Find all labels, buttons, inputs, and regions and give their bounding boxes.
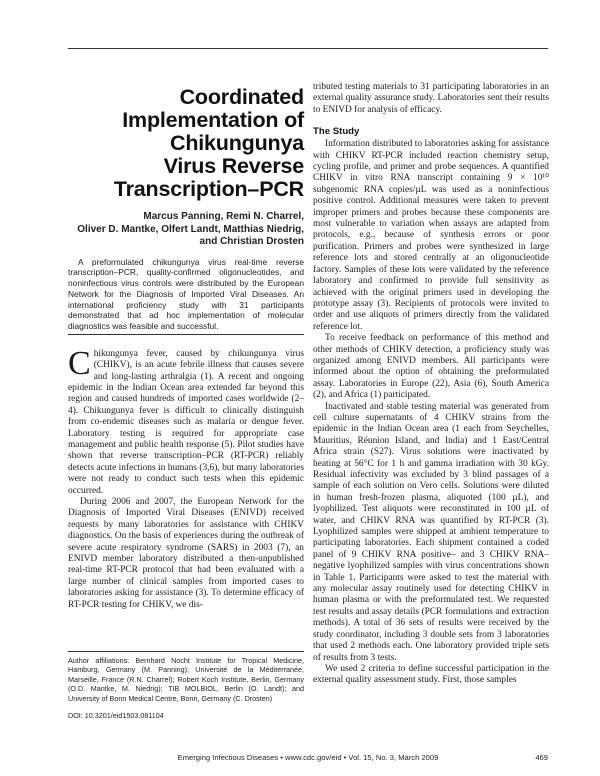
author-affiliations xyxy=(68,651,304,720)
intro-paragraph xyxy=(68,344,304,497)
author-line: Marcus Panning, Remi N. Charrel, xyxy=(143,211,304,222)
title-line: Transcription–PCR xyxy=(113,177,304,201)
body-paragraph: To receive feedback on performance of this method and other methods of CHIKV detection, a proficiency study was organized among ENIVD members. All participants were informed about the option of obtaining the preformulated assay. Laboratories in Europe (22), Asia (6), South America (2), and Africa (1) participated. xyxy=(313,333,549,401)
title-line: Virus Reverse xyxy=(163,154,304,178)
drop-cap: C xyxy=(68,344,91,382)
body-paragraph: We used 2 criteria to define successful participation in the external quality assessment study. First, those samples xyxy=(313,663,549,686)
author-list xyxy=(68,211,304,249)
right-column xyxy=(313,82,549,687)
journal-citation: Emerging Infectious Diseases • www.cdc.gov/eid • Vol. 15, No. 3, March 2009 xyxy=(177,753,439,762)
body-paragraph: Inactivated and stable testing material was generated from cell culture supernatants of 4 CHIKV strains from the epidemic in the Indian Ocean area (1 each from Seychelles, Mauritius, Réunion Island, and India) and 1 East/Central Africa strain (S27). Virus solutions were inactivated by heating at 56°C for 1 h and gamma irradiation with 30 kGy. Residual infectivity was excluded by 3 blind passages of a sample of each solution on Vero cells. Solutions were diluted in human fresh-frozen plasma, aliquoted (100 µL), and lyophilized. Test aliquots were reconstituted in 100 µL of water, and CHIKV RNA was quantified by RT-PCR (3). Lyophilized samples were shipped at ambient temperature to participating laboratories. Each shipment contained a coded panel of 9 CHIKV RNA positive– and 3 CHIKV RNA–negative lyophilized samples with virus concentrations shown in Table 1. Participants were asked to test the material with any molecular assay routinely used for detecting CHIKV in human plasma or with the preformulated test. We requested test results and assay details (PCR formulations and extraction methods). A total of 36 sets of results were received by the study coordinator, including 3 double sets from 3 laboratories that used 2 methods each. One laboratory provided triple sets of results from 3 tests. xyxy=(313,401,549,663)
body-paragraph: During 2006 and 2007, the European Network for the Diagnosis of Imported Viral Diseases (ENIVD) received requests by many laboratories for assistance with CHIKV diagnostics. On the basis of experiences during the outbreak of severe acute respiratory syndrome (SARS) in 2003 (7), an ENIVD member laboratory distributed a then-unpublished real-time RT-PCR protocol that had been evaluated with a large number of clinical samples from imported cases to laboratories asking for assistance (3). To determine efficacy of RT-PCR testing for CHIKV, we dis- xyxy=(68,496,304,610)
doi: DOI: 10.3201/eid1503.081104 xyxy=(68,711,164,721)
section-heading: The Study xyxy=(313,126,360,138)
top-rule xyxy=(68,48,548,49)
title-line: Chikungunya xyxy=(170,131,304,155)
title-line: Implementation of xyxy=(122,108,304,132)
body-paragraph: tributed testing materials to 31 participating laboratories in an external quality assurance study. Laboratories sent their results to ENIVD for analysis of efficacy. xyxy=(313,82,549,115)
author-line: and Christian Drosten xyxy=(199,236,304,248)
affiliations-text: Author affiliations: Bernhard Nocht Institute for Tropical Medicine, Hamburg, Germany (M. Panning); Université de la Méditerranée, Marseille, France (R.N. Charrel); Robert Koch Institute, Berlin, Germany (O.D. Mantke, M. Niedrig); TIB MOLBIOL, Berlin (O. Landt); and University of Bonn Medical Centre, Bonn, Germany (C. Drosten) xyxy=(68,656,304,703)
title-line: Coordinated xyxy=(179,85,304,109)
page-number: 469 xyxy=(535,753,548,762)
intro-paragraph-text: hikungunya fever, caused by chikungunya virus (CHIKV), is an acute febrile illness that causes severe and long-lasting arthralgia (1). A recent and ongoing epidemic in the Indian Ocean area extended far beyond this region and caused hundreds of imported cases worldwide (2–4). Chikungunya fever is difficult to clinically distinguish from co-endemic diseases such as malaria or dengue fever. Laboratory testing is required for appropriate case management and public health response (5). Pilot studies have shown that reverse transcription–PCR (RT-PCR) reliably detects acute infections in humans (3,6), but many laboratories were not ready to conduct such tests when this epidemic occurred. xyxy=(68,348,304,496)
article-title xyxy=(68,86,304,201)
left-column xyxy=(68,86,304,611)
abstract: A preformulated chikungunya virus real-time reverse transcription–PCR, quality-confirmed oligonucleotides, and noninfectious virus controls were distributed by the European Network for the Diagnosis of Imported Viral Diseases. An international proficiency study with 31 participants demonstrated that ad hoc implementation of molecular diagnostics was feasible and successful. xyxy=(68,257,304,335)
author-line: Oliver D. Mantke, Olfert Landt, Matthias Niedrig, xyxy=(77,223,304,235)
body-paragraph: Information distributed to laboratories asking for assistance with CHIKV RT-PCR included reaction chemistry setup, cycling profile, and primer and probe sequences. A quantified CHIKV in vitro RNA transcript containing 9 × 10¹⁰ subgenomic RNA copies/µL was used as a noninfectious positive control. Additional measures were taken to prevent improper primers and probes because these components are most vulnerable to variation when assays are adapted from protocols, e.g., because of synthesis errors or poor purification. Primers and probes were synthesized in large reference lots and stored centrally at an oligonucleotide factory. Samples of these lots were validated by the reference laboratory and confirmed to provide full sensitivity as achieved with the original primers used in developing the prototype assay (3). Recipients of protocols were invited to order and use aliquots of primers directly from the validated reference lot. xyxy=(313,139,549,332)
